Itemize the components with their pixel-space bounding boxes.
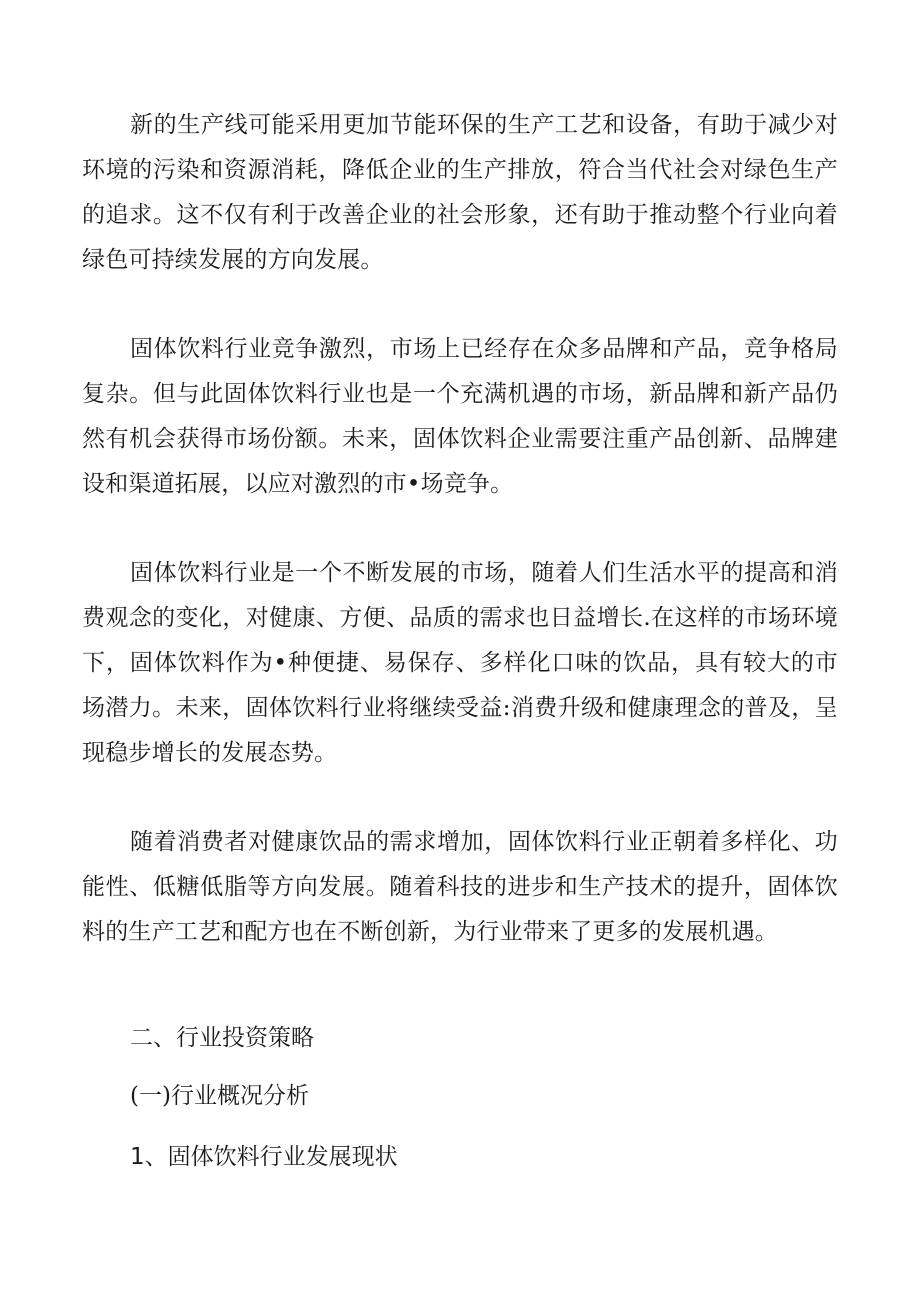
item-heading: 1、固体饮料行业发展现状 <box>130 1144 398 1170</box>
paragraph-development-trend: 随着消费者对健康饮品的需求增加，固体饮料行业正朝着多样化、功能性、低糖低脂等方向发展。随着科技的进步和生产技术的提升，固体饮料的生产工艺和配方也在不断创新，为行业带来了更多的发展机遇。 <box>82 829 838 945</box>
section-heading: 二、行业投资策略 <box>130 1025 314 1051</box>
paragraph-competition: 固体饮料行业竞争激烈，市场上已经存在众多品牌和产品，竞争格局复杂。但与此固体饮料行业也是一个充满机遇的市场，新品牌和新产品仍然有机会获得市场份额。未来，固体饮料企业需要注重产品创新、品牌建设和渠道拓展，以应对激烈的市•场竞争。 <box>82 336 838 497</box>
paragraph-green-production: 新的生产线可能采用更加节能环保的生产工艺和设备，有助于减少对环境的污染和资源消耗，降低企业的生产排放，符合当代社会对绿色生产的追求。这不仅有利于改善企业的社会形象，还有助于推动整个行业向着绿色可持续发展的方向发展。 <box>82 112 838 273</box>
subsection-heading: (一)行业概况分析 <box>130 1083 309 1109</box>
paragraph-market-growth: 固体饮料行业是一个不断发展的市场，随着人们生活水平的提高和消费观念的变化，对健康、方便、品质的需求也日益增长.在这样的市场环境下，固体饮料作为•种便捷、易保存、多样化口味的饮品，具有较大的市场潜力。未来，固体饮料行业将继续受益:消费升级和健康理念的普及，呈现稳步增长的发展态势。 <box>82 560 838 766</box>
